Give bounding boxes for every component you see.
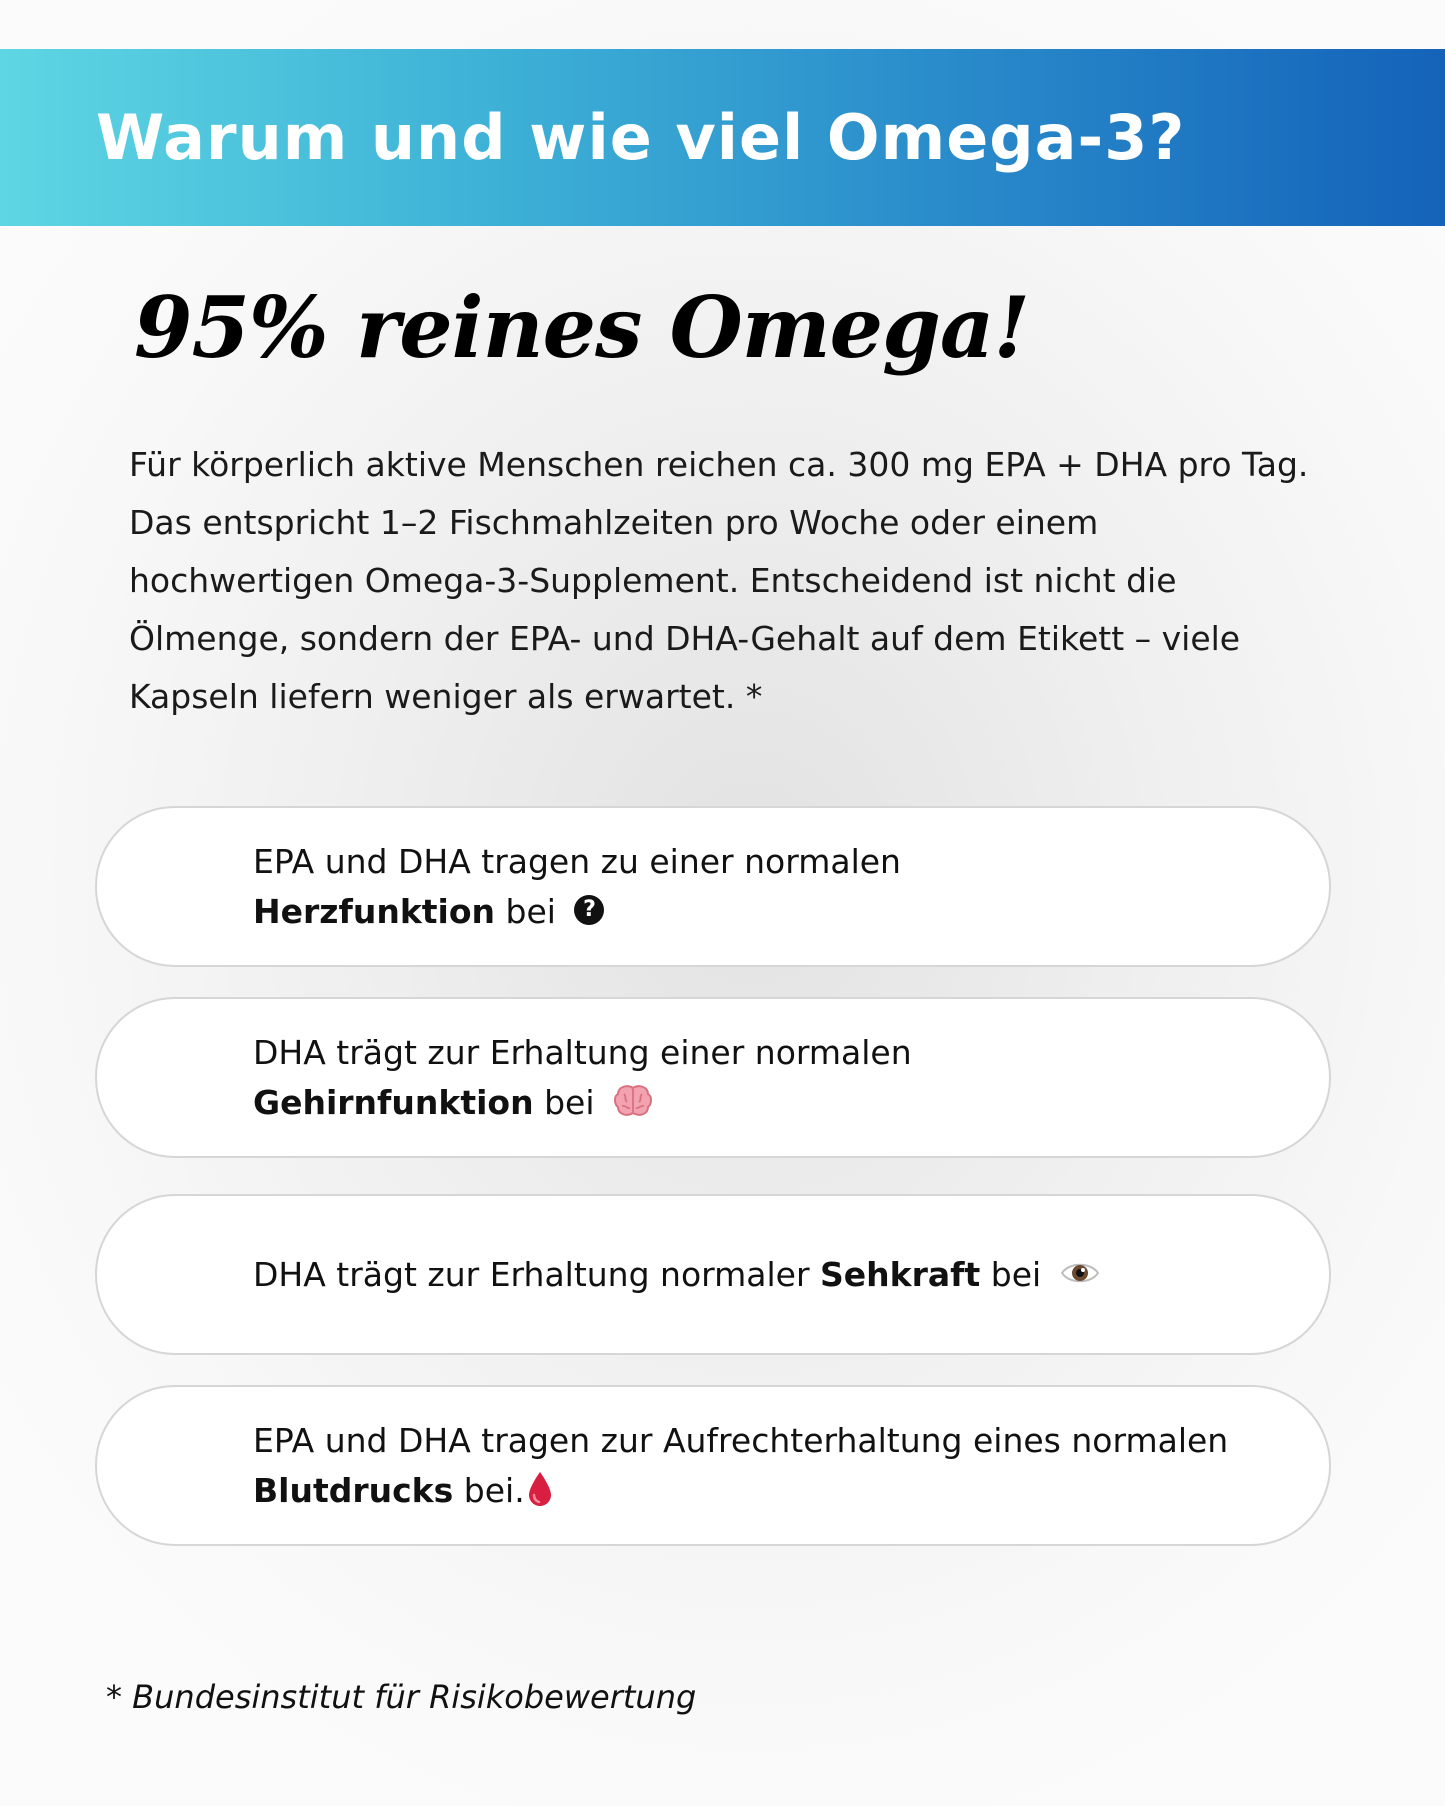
benefit-keyword: Herzfunktion: [253, 891, 496, 931]
benefit-text-end: bei: [495, 891, 556, 931]
benefit-text-end: bei: [533, 1082, 595, 1122]
intro-paragraph: Für körperlich aktive Menschen reichen ca. 300 mg EPA + DHA pro Tag. Das entspricht 1–2 Fischmahlzeiten pro Woche oder einem hochwertigen Omega-3-Supplement. Entscheidend ist nicht die Ölmenge, sondern der EPA- und DHA-Gehalt auf dem Etikett – viele Kapseln liefern weniger als erwartet. *: [129, 445, 1309, 716]
brain-icon: [613, 1084, 653, 1118]
headline: 95% reines Omega!: [134, 278, 1030, 377]
benefit-text: [253, 837, 901, 937]
benefit-text-start: DHA trägt zur Erhaltung einer normalen: [253, 1032, 912, 1072]
benefit-list: [95, 806, 1331, 1546]
banner-title: Warum und wie viel Omega-3?: [96, 101, 1186, 174]
benefit-text: [253, 1250, 1100, 1300]
benefit-keyword: Blutdrucks: [253, 1470, 454, 1510]
benefit-keyword: Gehirnfunktion: [253, 1082, 534, 1122]
footnote-source: * Bundesinstitut für Risikobewertung: [106, 1678, 697, 1716]
benefit-text-end: bei.: [453, 1470, 525, 1510]
benefit-text-start: EPA und DHA tragen zu einer normalen: [253, 841, 901, 881]
question-circle-icon: ?: [574, 895, 604, 925]
benefit-text-start: DHA trägt zur Erhaltung normaler: [253, 1254, 821, 1294]
benefit-card-brain: [95, 997, 1331, 1158]
benefit-text: [253, 1028, 912, 1128]
benefit-card-blood: [95, 1385, 1331, 1546]
benefit-text-start: EPA und DHA tragen zur Aufrechterhaltung eines normalen: [253, 1420, 1229, 1460]
benefit-card-eye: [95, 1194, 1331, 1355]
benefit-keyword: Sehkraft: [820, 1254, 981, 1294]
eye-icon: [1060, 1260, 1100, 1286]
benefit-card-heart: [95, 806, 1331, 967]
benefit-text: [253, 1416, 1269, 1516]
benefit-text-end: bei: [980, 1254, 1042, 1294]
blood-drop-icon: [527, 1470, 553, 1508]
header-banner: [0, 49, 1445, 226]
